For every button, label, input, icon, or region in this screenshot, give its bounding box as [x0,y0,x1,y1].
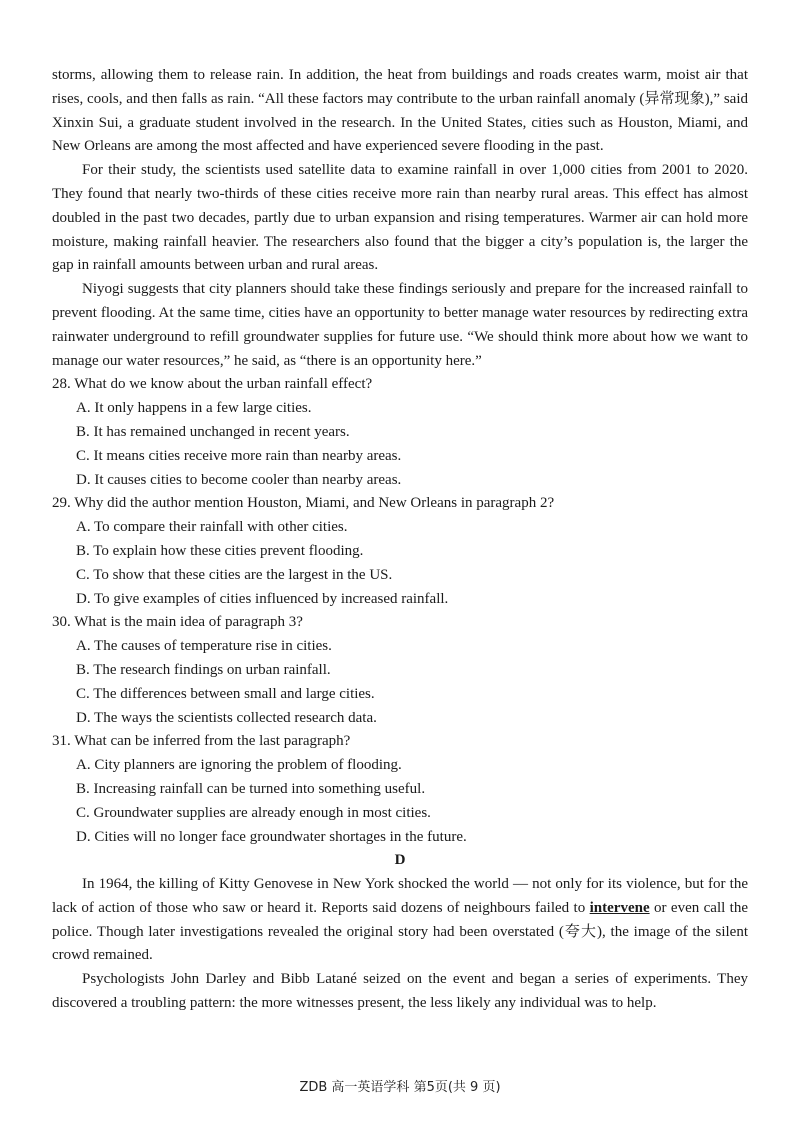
question-stem: 30. What is the main idea of paragraph 3? [52,614,303,631]
option-c: C. It means cities receive more rain than nearby areas. [76,447,402,464]
paragraph-d-1 [52,873,748,968]
option-a: A. It only happens in a few large cities. [76,400,312,417]
section-heading-d: D [394,852,406,869]
question-stem: 31. What can be inferred from the last paragraph? [52,733,351,750]
option-b: B. Increasing rainfall can be turned into something useful. [76,780,426,797]
paragraph-text: or even call the police. Though later investigations revealed the original story had been overstated (夸大), the image of the silent crowd remained. [52,899,749,964]
paragraph-c-2: For their study, the scientists used satellite data to examine rainfall in over 1,000 cities from 2001 to 2020. They found that nearly two-thirds of these cities receive more rain than nearby rural areas. This effect has almost doubled in the past two decades, partly due to urban expansion and rising temperatures. Warmer air can hold more moisture, making rainfall heavier. The researchers also found that the bigger a city’s population is, the larger the gap in rainfall amounts between urban and rural areas. [52,162,748,274]
paragraph-d-2: Psychologists John Darley and Bibb Latané seized on the event and began a series of experiments. They discovered a troubling pattern: the more witnesses present, the less likely any individual was to help. [52,971,748,1012]
page-content [52,64,748,1016]
question-stem: 28. What do we know about the urban rainfall effect? [52,376,373,393]
option-c: C. To show that these cities are the largest in the US. [76,566,393,583]
question-30 [52,611,748,730]
option-d: D. It causes cities to become cooler than nearby areas. [76,471,402,488]
question-28 [52,373,748,492]
option-d: D. The ways the scientists collected research data. [76,709,377,726]
option-c: C. The differences between small and large cities. [76,685,375,702]
option-b: B. To explain how these cities prevent flooding. [76,542,364,559]
option-a: A. City planners are ignoring the problem of flooding. [76,757,402,774]
option-b: B. It has remained unchanged in recent years. [76,423,350,440]
question-31 [52,730,748,849]
paragraph-c-1: storms, allowing them to release rain. In addition, the heat from buildings and roads creates warm, moist air that rises, cools, and then falls as rain. “All these factors may contribute to the urban rainfall anomaly (异常现象),” said Xinxin Sui, a graduate student involved in the research. In the United States, cities such as Houston, Miami, and New Orleans are among the most affected and have experienced severe flooding in the past. [52,67,748,155]
option-a: A. The causes of temperature rise in cities. [76,638,332,655]
question-29 [52,492,748,611]
page-footer: ZDB 高一英语学科 第5页(共 9 页) [299,1080,501,1095]
option-b: B. The research findings on urban rainfall. [76,661,331,678]
option-d: D. Cities will no longer face groundwater shortages in the future. [76,828,467,845]
option-a: A. To compare their rainfall with other cities. [76,519,348,536]
paragraph-c-3: Niyogi suggests that city planners should take these findings seriously and prepare for the increased rainfall to prevent flooding. At the same time, cities have an opportunity to better manage water resources by redirecting extra rainwater underground to refill groundwater supplies for future use. “We should think more about how we want to manage our water resources,” he said, as “there is an opportunity here.” [52,281,748,369]
option-d: D. To give examples of cities influenced by increased rainfall. [76,590,449,607]
paragraph-text: In 1964, the killing of Kitty Genovese in New York shocked the world — not only for its violence, but for the lack of action of those who saw or heard it. Reports said dozens of neighbours failed to [52,876,748,916]
question-stem: 29. Why did the author mention Houston, Miami, and New Orleans in paragraph 2? [52,495,555,512]
keyword-underlined: intervene [589,899,650,916]
option-c: C. Groundwater supplies are already enough in most cities. [76,804,431,821]
